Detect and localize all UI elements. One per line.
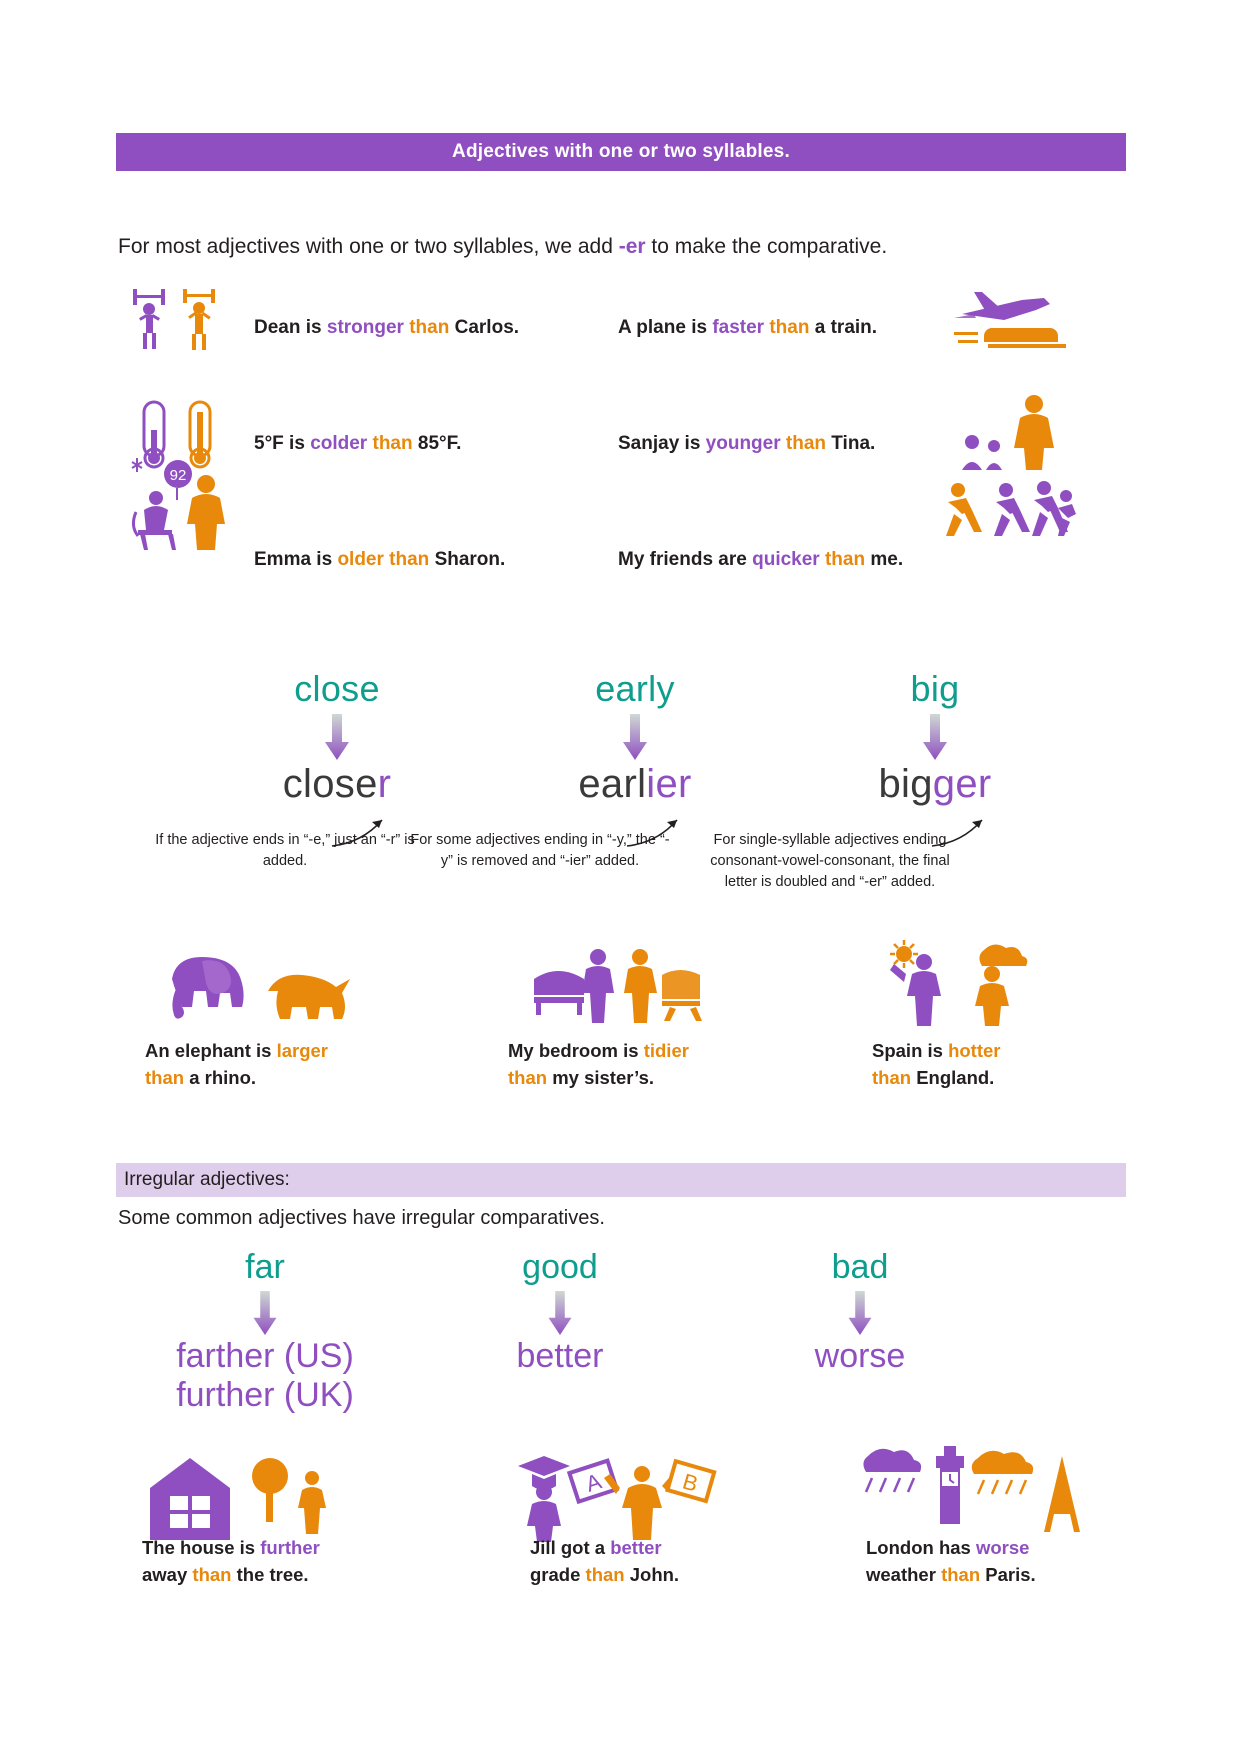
bottom-caption-2 [530,1535,830,1589]
sentence-than: than [367,433,418,454]
rule-comp-stem: earl [578,762,647,806]
sentence-post: a train. [814,317,878,338]
example-sentence-4 [618,433,875,455]
example-sentence-1 [254,317,519,339]
irregular-base-word: bad [831,1248,889,1286]
caption-adjective: worse [975,1537,1030,1558]
graduate-grades-icon [510,1450,720,1542]
example-sentence-3 [254,433,461,455]
caption-adjective: tidier [643,1040,689,1061]
elephant-rhino-icon [160,945,360,1025]
caption-than: than [508,1066,548,1088]
sentence-than: than [819,549,871,570]
caption-pre: Jill got a [530,1537,611,1558]
intro-before: For most adjectives with one or two syllables, we add [118,235,619,258]
sentence-than: than [403,317,455,338]
london-paris-weather-icon [862,1442,1092,1542]
irregular-column-bad [695,1248,1025,1376]
weightlifters-icon [125,285,235,355]
caption-pre: My bedroom is [508,1040,644,1061]
rule-comparative-word [470,762,800,807]
caption-post: England. [911,1066,995,1088]
irregular-column-far [100,1248,430,1415]
sentence-than: than [764,317,815,338]
caption-than: than [941,1563,981,1585]
rule-note-big: For single-syllable adjectives ending consonant-vowel-consonant, the final letter is doubled and “-er” added. [710,832,950,891]
tidy-messy-room-icon [530,945,720,1027]
sentence-adjective: younger [705,433,781,454]
irregular-comparative-word: farther (US) [176,1337,354,1375]
caption-adjective: further [260,1537,320,1558]
sentence-adjective: older [337,549,384,570]
caption-than: than [872,1066,912,1088]
intro-token: -er [618,235,646,258]
rule-comparative-word [770,762,1100,807]
sun-cloud-people-icon [880,940,1030,1026]
caption-adjective: hotter [948,1040,1001,1061]
caption-than: than [192,1563,232,1585]
caption-line2-pre: grade [530,1563,586,1585]
caption-pre: The house is [142,1537,261,1558]
sentence-post: Carlos. [454,317,520,338]
sentence-pre: Dean is [254,317,327,338]
irregular-banner-label: Irregular adjectives: [124,1169,290,1190]
rule-note-close: If the adjective ends in “-e,” just an “-r” is added. [155,832,415,870]
caption-line2-pre: weather [866,1563,942,1585]
middle-caption-2 [508,1038,808,1092]
sentence-pre: My friends are [618,549,753,570]
svg-text:92: 92 [169,467,187,484]
elderly-woman-icon [128,460,238,552]
irregular-comparative-word-2: further (UK) [176,1376,354,1415]
bottom-caption-1 [142,1535,442,1589]
sentence-than: than [780,433,832,454]
sentence-post: 85°F. [417,433,462,454]
down-arrow-icon [172,714,502,760]
irregular-comparative-word: worse [814,1337,906,1375]
irregular-column-good [395,1248,725,1376]
rule-comp-suffix: ger [932,762,992,806]
irregular-section-banner [116,1163,1126,1197]
down-arrow-icon [470,714,800,760]
sentence-post: Sharon. [434,549,506,570]
caption-than: than [585,1563,625,1585]
sentence-pre: A plane is [618,317,713,338]
rule-comparative-word [172,762,502,807]
house-tree-icon [140,1452,340,1542]
intro-sentence [118,235,887,259]
sentence-post: me. [870,549,904,570]
caption-post: John. [624,1563,680,1585]
sentence-pre: Sanjay is [618,433,706,454]
example-sentence-6 [618,549,903,571]
rule-comp-stem: close [282,762,378,806]
caption-post: my sister’s. [547,1066,655,1088]
caption-than: than [145,1066,185,1088]
rule-column-close [172,668,502,807]
caption-pre: London has [866,1537,976,1558]
page-title-bar [116,133,1126,171]
middle-caption-3 [872,1038,1172,1092]
caption-line2-pre: away [142,1563,193,1585]
svg-text:B: B [679,1468,701,1497]
irregular-base-word: far [245,1248,285,1286]
curved-arrow-icon [330,812,390,852]
plane-train-icon [952,288,1070,350]
rule-base-word: early [595,668,675,709]
caption-adjective: better [610,1537,662,1558]
rule-comp-suffix: r [377,762,392,806]
example-sentence-2 [618,317,877,339]
down-arrow-icon [100,1291,430,1335]
caption-pre: An elephant is [145,1040,277,1061]
caption-post: Paris. [980,1563,1036,1585]
caption-pre: Spain is [872,1040,949,1061]
sentence-adjective: stronger [326,317,404,338]
down-arrow-icon [395,1291,725,1335]
rule-note-early: For some adjectives ending in “-y,” the “-y” is removed and “-ier” added. [410,832,670,870]
page-title: Adjectives with one or two syllables. [452,141,790,162]
child-adult-icon [950,392,1060,470]
rule-column-early [470,668,800,807]
curved-arrow-icon [930,812,990,852]
down-arrow-icon [770,714,1100,760]
down-arrow-icon [695,1291,1025,1335]
sentence-pre: Emma is [254,549,338,570]
bottom-caption-3 [866,1535,1166,1589]
middle-caption-1 [145,1038,445,1092]
rule-comp-suffix: ier [646,762,692,806]
irregular-base-word: good [522,1248,598,1286]
rule-column-big [770,668,1100,807]
sentence-post: Tina. [831,433,876,454]
sentence-than: than [383,549,435,570]
caption-adjective: larger [276,1040,328,1061]
rule-base-word: close [294,668,380,709]
rule-base-word: big [910,668,960,709]
svg-text:A: A [582,1468,605,1497]
irregular-comparative-word: better [516,1337,604,1375]
caption-post: the tree. [231,1563,309,1585]
rule-comp-stem: big [878,762,933,806]
sentence-adjective: faster [712,317,765,338]
runners-icon [940,480,1076,544]
sentence-adjective: quicker [752,549,820,570]
curved-arrow-icon [625,812,685,852]
caption-post: a rhino. [184,1066,257,1088]
example-sentence-5 [254,549,505,571]
irregular-intro: Some common adjectives have irregular comparatives. [118,1207,605,1229]
sentence-adjective: colder [310,433,368,454]
intro-after: to make the comparative. [645,235,888,258]
sentence-pre: 5°F is [254,433,311,454]
